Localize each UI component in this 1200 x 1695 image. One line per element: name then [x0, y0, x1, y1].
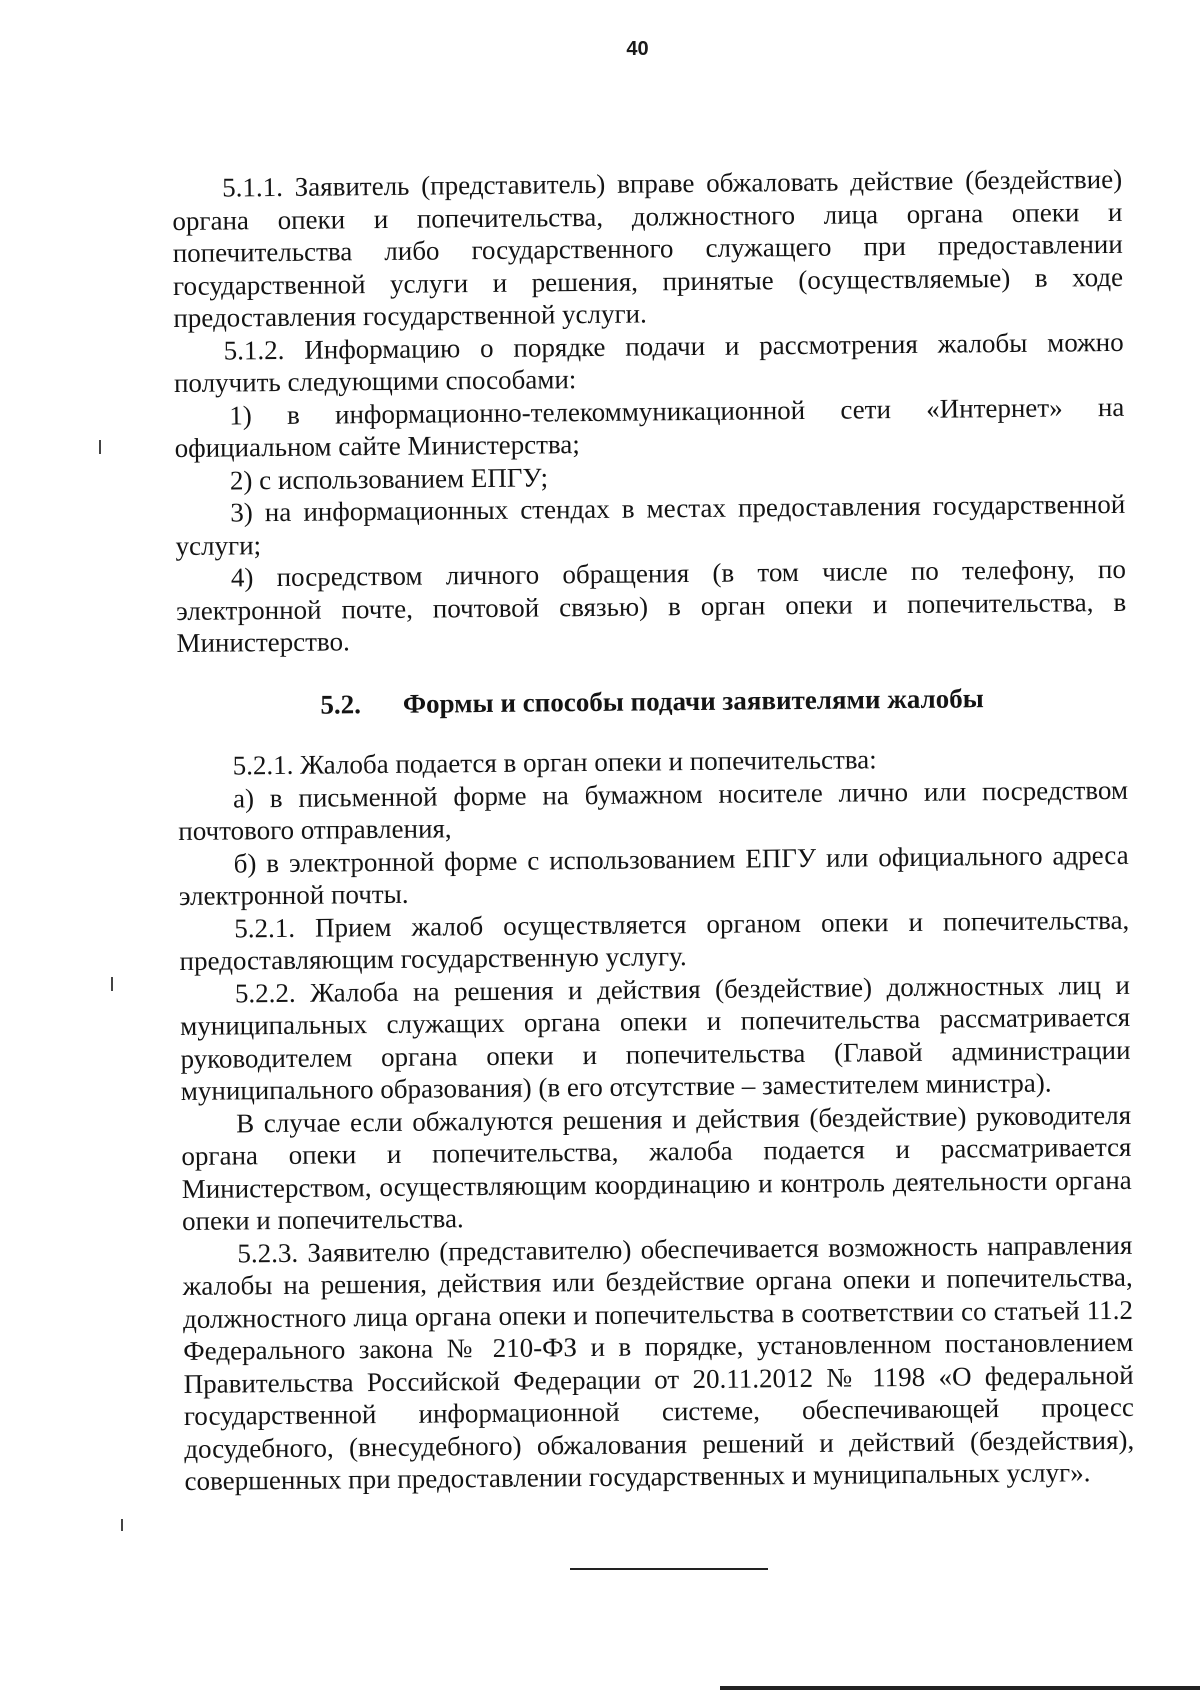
paragraph-5-1-1: 5.1.1. Заявитель (представитель) вправе обжаловать действие (бездействие) органа опеки и попечительства, должностного лица органа опеки и попечительства либо государственного служащего при предоставлении государственной услуги и решения, принятые (осуществляемые) в ходе предоставления государственной услуги.	[172, 163, 1124, 333]
page-number: 40	[626, 38, 649, 60]
paragraph-5-2-2: 5.2.2. Жалоба на решения и действия (бездействие) должностных лиц и муниципальных служащих органа опеки и попечительства рассматривается руководителем органа опеки и попечительства (Главой администрации муниципального образования) (в его отсутствие – заместителем министра).	[180, 969, 1131, 1106]
end-of-text-rule	[570, 1568, 768, 1570]
document-body	[172, 163, 1135, 1498]
scan-speck	[99, 440, 101, 454]
scan-speck	[121, 1519, 123, 1531]
list-item-3: 3) на информационных стендах в местах предоставления государственной услуги;	[175, 488, 1126, 561]
paragraph-head-case: В случае если обжалуются решения и действия (бездействие) руководителя органа опеки и попечительства, жалоба подается и рассматривается Министерством, осуществляющим координацию и контроль деятельности органа опеки и попечительства.	[181, 1099, 1132, 1236]
scan-edge-line	[720, 1686, 1200, 1690]
list-item-a: а) в письменной форме на бумажном носителе лично или посредством почтового отправления,	[178, 774, 1129, 846]
list-item-1: 1) в информационно-телекоммуникационной сети «Интернет» на официальном сайте Министерства;	[174, 391, 1125, 463]
list-item-2: 2) с использованием ЕПГУ;	[229, 461, 549, 495]
section-heading	[177, 680, 1127, 722]
paragraph-5-2-1-reception: 5.2.1. Прием жалоб осуществляется органом опеки и попечительства, предоставляющим государственную услугу.	[179, 904, 1130, 976]
scan-speck	[111, 977, 113, 991]
paragraph-5-1-2: 5.1.2. Информацию о порядке подачи и рассмотрения жалобы можно получить следующими способами:	[173, 326, 1124, 398]
paragraph-5-2-1: 5.2.1. Жалоба подается в орган опеки и попечительства:	[232, 744, 877, 781]
paragraph-5-2-3: 5.2.3. Заявителю (представителю) обеспечивается возможность направления жалобы на решения, действия или бездействие органа опеки и попечительства, должностного лица органа опеки и попечительства в соответствии со статьей 11.2 Федерального закона № 210-ФЗ и в порядке, установленном постановлением Правительства Российской Федерации от 20.11.2012 № 1198 «О федеральной государственной информационной системе, обеспечивающей процесс досудебного, (внесудебного) обжалования решений и действий (бездействия), совершенных при предоставлении государственных и муниципальных услуг».	[182, 1229, 1135, 1496]
list-item-4: 4) посредством личного обращения (в том числе по телефону, по электронной почте, почтовой связью) в орган опеки и попечительства, в Министерство.	[176, 553, 1127, 658]
section-number: 5.2.	[320, 688, 362, 720]
section-title: Формы и способы подачи заявителями жалобы	[402, 682, 984, 719]
list-item-b: б) в электронной форме с использованием ЕПГУ или официального адреса электронной почты.	[178, 839, 1129, 911]
